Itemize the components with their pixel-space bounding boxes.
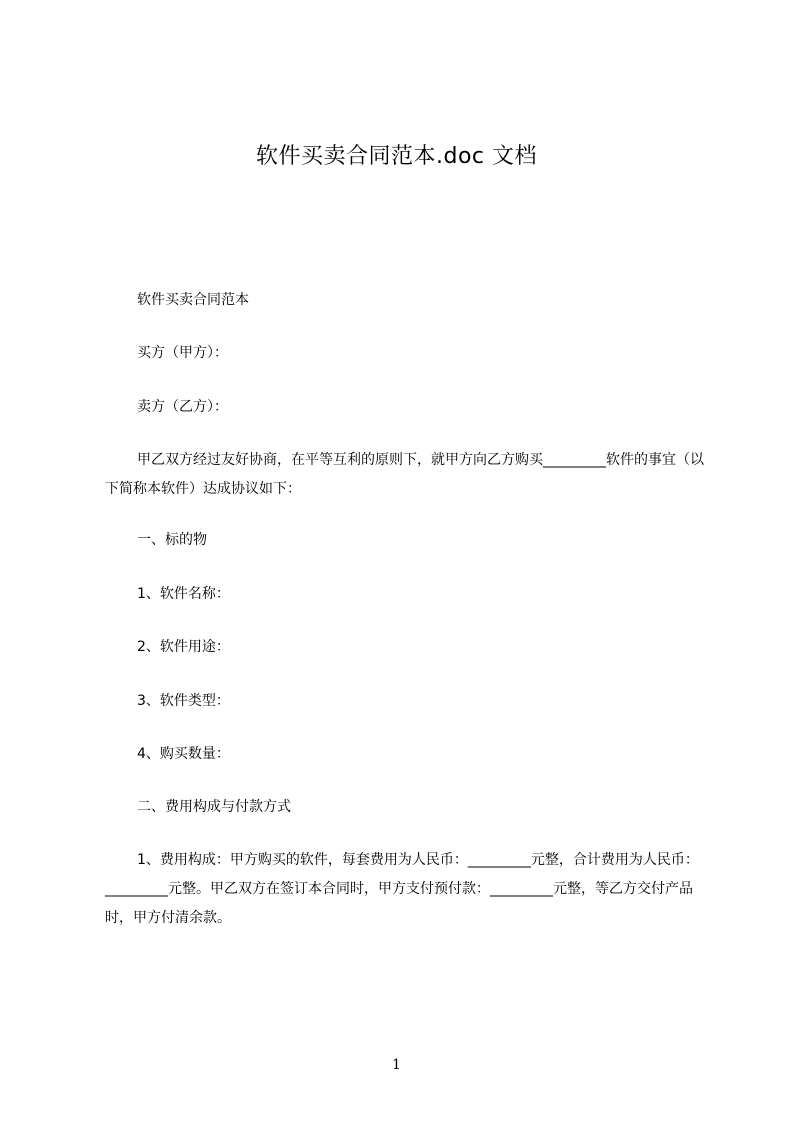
software-name-line: 1、软件名称： bbox=[137, 586, 230, 602]
page-number: 1 bbox=[392, 1057, 401, 1073]
software-type-line: 3、软件类型： bbox=[137, 693, 230, 709]
fee-structure-paragraph: 1、费用构成：甲方购买的软件，每套费用为人民币：_________元整，合计费用为人民币：_________元整。甲乙双方在签订本合同时，甲方支付预付款：_________元整，等乙方交付产品时，甲方付清余款。 bbox=[105, 852, 699, 926]
software-purpose-line: 2、软件用途： bbox=[137, 639, 230, 655]
section-heading-payment: 二、费用构成与付款方式 bbox=[137, 799, 291, 815]
purchase-quantity-line: 4、购买数量： bbox=[137, 746, 230, 762]
agreement-intro: 甲乙双方经过友好协商，在平等互利的原则下，就甲方向乙方购买_________软件的事宜（以下简称本软件）达成协议如下： bbox=[105, 452, 704, 497]
document-title: 软件买卖合同范本.doc 文档 bbox=[255, 144, 537, 169]
buyer-line: 买方（甲方）： bbox=[137, 345, 228, 361]
section-heading-subject: 一、标的物 bbox=[137, 532, 207, 548]
seller-line: 卖方（乙方）： bbox=[137, 399, 228, 415]
contract-heading: 软件买卖合同范本 bbox=[137, 292, 249, 308]
